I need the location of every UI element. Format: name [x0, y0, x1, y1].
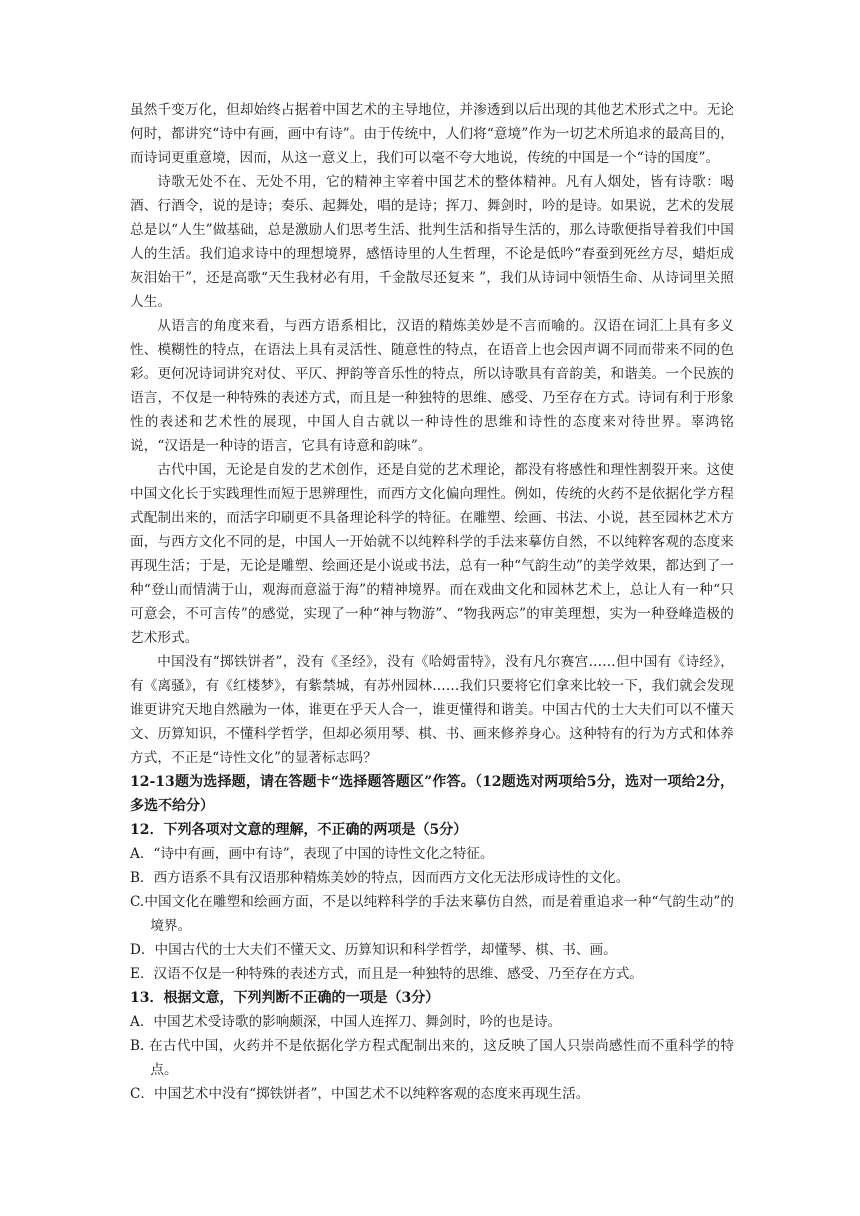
question-13: [130, 986, 734, 1106]
passage-paragraph-3: 从语言的角度来看，与西方语系相比，汉语的精炼美妙是不言而喻的。汉语在词汇上具有多义性、模糊性的特点，在语法上具有灵活性、随意性的特点，在语音上也会因声调不同而带来不同的色彩。更何况诗词讲究对仗、平仄、押韵等音乐性的特点，所以诗歌具有音韵美，和谐美。一个民族的语言，不仅是一种特殊的表述方式，而且是一种独特的思维、感受、乃至存在方式。诗词有利于形象性的表述和艺术性的展现，中国人自古就以一种诗性的思维和诗性的态度来对待世界。辜鸿铭说，“汉语是一种诗的语言，它具有诗意和韵味”。: [130, 318, 734, 454]
option-e: E．汉语不仅是一种特殊的表述方式，而且是一种独特的思维、感受、乃至存在方式。: [130, 966, 643, 982]
option-c: C.中国文化在雕塑和绘画方面，不是以纯粹科学的手法来摹仿自然，而是着重追求一种“气韵生动”的境界。: [130, 894, 734, 934]
option-b: B．西方语系不具有汉语那种精炼美妙的特点，因而西方文化无法形成诗性的文化。: [130, 870, 630, 886]
passage-paragraph-5: 中国没有“掷铁饼者”，没有《圣经》，没有《哈姆雷特》，没有凡尔赛宫……但中国有《诗经》，有《离骚》，有《红楼梦》，有紫禁城，有苏州园林……我们只要将它们拿来比较一下，我们就会发现谁更讲究天地自然融为一体，谁更在乎天人合一，谁更懂得和谐美。中国古代的士大夫们可以不懂天文、历算知识，不懂科学哲学，但却必须用琴、棋、书、画来修养身心。这种特有的行为方式和体养方式，不正是“诗性文化”的显著标志吗？: [130, 654, 734, 766]
question-12: [130, 818, 734, 986]
passage-paragraph-4: 古代中国，无论是自发的艺术创作，还是自觉的艺术理论，都没有将感性和理性割裂开来。这使中国文化长于实践理性而短于思辨理性，而西方文化偏向理性。例如，传统的火药不是依据化学方程式配制出来的，而活字印刷更不具备理论科学的特征。在雕塑、绘画、书法、小说，甚至园林艺术方面，与西方文化不同的是，中国人一开始就不以纯粹科学的手法来摹仿自然，不以纯粹客观的态度来再现生活；于是，无论是雕塑、绘画还是小说或书法，总有一种“气韵生动”的美学效果，都达到了一种“登山而情满于山，观海而意溢于海”的精神境界。而在戏曲文化和园林艺术上，总让人有一种“只可意会，不可言传”的感觉，实现了一种“神与物游”、“物我两忘”的审美理想，实为一种登峰造极的艺术形式。: [130, 462, 734, 646]
question-title: 12．下列各项对文意的理解，不正确的两项是（5分）: [130, 822, 468, 838]
document-page: [130, 98, 734, 1106]
option-c: C．中国艺术中没有“掷铁饼者”，中国艺术不以纯粹客观的态度来再现生活。: [130, 1086, 590, 1102]
passage-paragraph-2: 诗歌无处不在、无处不用，它的精神主宰着中国艺术的整体精神。凡有人烟处，皆有诗歌：喝酒、行酒令，说的是诗；奏乐、起舞处，唱的是诗；挥刀、舞剑时，吟的是诗。如果说，艺术的发展总是以“人生”做基础，总是激励人们思考生活、批判生活和指导生活的，那么诗歌便指导着我们中国人的生活。我们追求诗中的理想境界，感悟诗里的人生哲理，不论是低吟“春蚕到死丝方尽，蜡炬成灰泪始干”，还是高歌“天生我材必有用，千金散尽还复来 ”，我们从诗词中领悟生命、从诗词里关照人生。: [130, 174, 734, 310]
option-a: A．“诗中有画，画中有诗”，表现了中国的诗性文化之特征。: [130, 846, 494, 862]
section-instruction: 12-13题为选择题，请在答题卡“选择题答题区”作答。（12题选对两项给5分，选对一项给2分，多选不给分）: [130, 774, 734, 814]
option-a: A．中国艺术受诗歌的影响颇深，中国人连挥刀、舞剑时，吟的也是诗。: [130, 1014, 562, 1030]
option-b: B. 在古代中国，火药并不是依据化学方程式配制出来的，这反映了国人只崇尚感性而不重科学的特点。: [130, 1038, 734, 1078]
passage-paragraph-1: 虽然千变万化，但却始终占据着中国艺术的主导地位，并渗透到以后出现的其他艺术形式之中。无论何时，都讲究“诗中有画，画中有诗”。由于传统中，人们将“意境”作为一切艺术所追求的最高目的，而诗词更重意境，因而，从这一意义上，我们可以毫不夸大地说，传统的中国是一个“诗的国度”。: [130, 102, 734, 166]
option-d: D．中国古代的士大夫们不懂天文、历算知识和科学哲学，却懂琴、棋、书、画。: [130, 942, 617, 958]
question-title: 13．根据文意，下列判断不正确的一项是（3分）: [130, 990, 440, 1006]
